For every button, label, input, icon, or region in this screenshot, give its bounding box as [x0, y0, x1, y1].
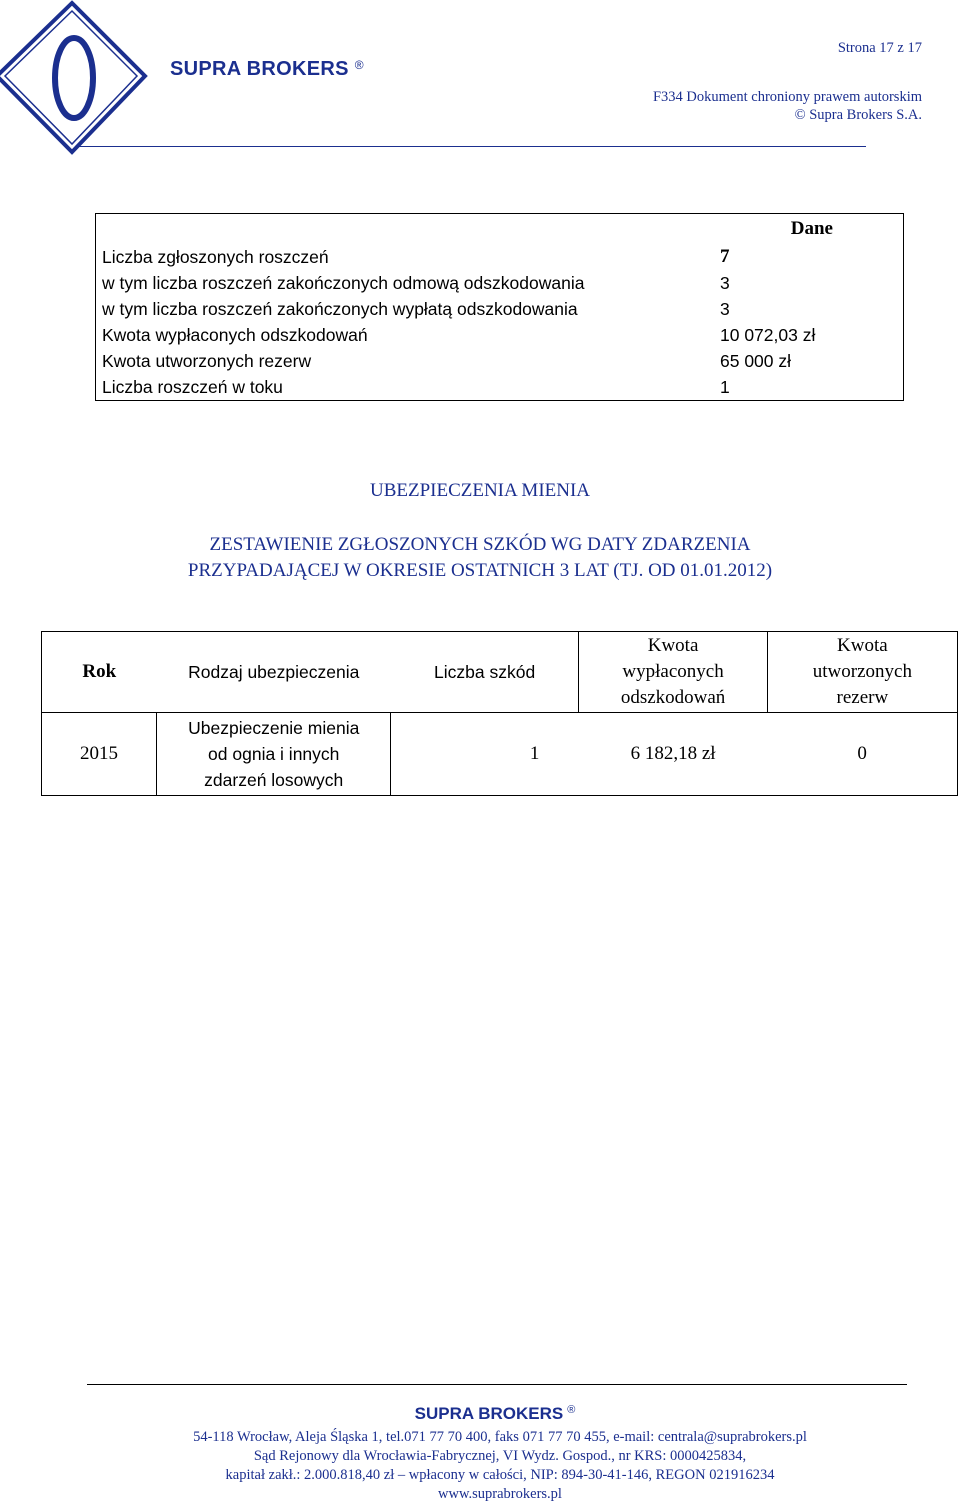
column-header-count: Liczba szkód: [391, 632, 579, 713]
claims-summary-table: [95, 213, 904, 401]
footer-website-link[interactable]: www.suprabrokers.pl: [438, 1486, 562, 1502]
section-subtitle-line-1: ZESTAWIENIE ZGŁOSZONYCH SZKÓD WG DATY ZDARZENIA: [209, 534, 751, 555]
column-header-paid-line: Kwota: [647, 635, 699, 656]
footer-line: 54-118 Wrocław, Aleja Śląska 1, tel.071 77 70 400, faks 071 77 70 455, e-mail: centrala@suprabrokers.pl: [193, 1429, 807, 1445]
registered-mark: ®: [354, 58, 364, 72]
summary-row: [96, 296, 904, 322]
copyright-line-1: F334 Dokument chroniony prawem autorskim: [652, 89, 922, 105]
summary-label: Liczba zgłoszonych roszczeń: [102, 247, 329, 267]
summary-value: 3: [720, 299, 730, 319]
footer-brand: SUPRA BROKERS ®: [414, 1404, 576, 1423]
summary-row: [96, 322, 904, 348]
brand-name: SUPRA BROKERS ®: [170, 58, 364, 80]
column-header-reserve-line: rezerw: [836, 687, 889, 708]
registered-mark: ®: [567, 1404, 576, 1416]
summary-row: [96, 244, 904, 270]
column-header-year: Rok: [42, 632, 157, 713]
column-header-reserve-line: utworzonych: [812, 661, 912, 682]
summary-value: 10 072,03 zł: [720, 325, 816, 345]
summary-label: Kwota wypłaconych odszkodowań: [102, 325, 368, 345]
footer-line: kapitał zakł.: 2.000.818,40 zł – wpłacony w całości, NIP: 894-30-41-146, REGON 021916234: [225, 1467, 775, 1483]
summary-row: [96, 374, 904, 401]
summary-value: 7: [720, 246, 730, 267]
summary-row: [96, 270, 904, 296]
summary-value: 3: [720, 273, 730, 293]
section-title: UBEZPIECZENIA MIENIA: [369, 480, 591, 501]
claims-header-row: [42, 632, 958, 713]
column-header-reserve-line: Kwota: [837, 635, 888, 656]
cell-type: [157, 713, 391, 796]
summary-label: Kwota utworzonych rezerw: [102, 351, 312, 371]
summary-header-row: [96, 214, 904, 245]
footer-address: [0, 1428, 960, 1504]
cell-year: 2015: [42, 713, 157, 796]
cell-reserve: 0: [767, 713, 957, 796]
column-header-paid: [579, 632, 767, 713]
footer-divider: [87, 1384, 907, 1385]
column-header-reserve: [767, 632, 957, 713]
cell-type-line: Ubezpieczenie mienia: [188, 718, 360, 738]
header-divider: [76, 146, 866, 147]
copyright-line-2: © Supra Brokers S.A.: [794, 107, 922, 123]
page-number: Strona 17 z 17: [837, 40, 922, 56]
claims-detail-table: [41, 631, 958, 796]
column-header-type: Rodzaj ubezpieczenia: [157, 632, 391, 713]
summary-column-header: Dane: [790, 218, 833, 239]
summary-label: w tym liczba roszczeń zakończonych odmową odszkodowania: [102, 273, 585, 293]
summary-label: Liczba roszczeń w toku: [102, 377, 283, 397]
summary-label: w tym liczba roszczeń zakończonych wypłatą odszkodowania: [102, 299, 578, 319]
cell-type-line: zdarzeń losowych: [204, 770, 344, 790]
cell-paid: 6 182,18 zł: [579, 713, 767, 796]
column-header-paid-line: wypłaconych: [622, 661, 724, 682]
column-header-paid-line: odszkodowań: [620, 687, 726, 708]
summary-value: 1: [720, 377, 730, 397]
cell-count: 1: [391, 713, 579, 796]
section-subtitle-line-2: PRZYPADAJĄCEJ W OKRESIE OSTATNICH 3 LAT (TJ. OD 01.01.2012): [187, 560, 773, 581]
copyright-note: [653, 88, 922, 124]
summary-value: 65 000 zł: [720, 351, 792, 371]
footer-line: Sąd Rejonowy dla Wrocławia-Fabrycznej, VI Wydz. Gospod., nr KRS: 0000425834,: [253, 1448, 747, 1464]
cell-type-line: od ognia i innych: [208, 744, 340, 764]
table-row: [42, 713, 958, 796]
logo-icon: [0, 0, 160, 160]
summary-row: [96, 348, 904, 374]
section-subtitle: [0, 532, 960, 584]
